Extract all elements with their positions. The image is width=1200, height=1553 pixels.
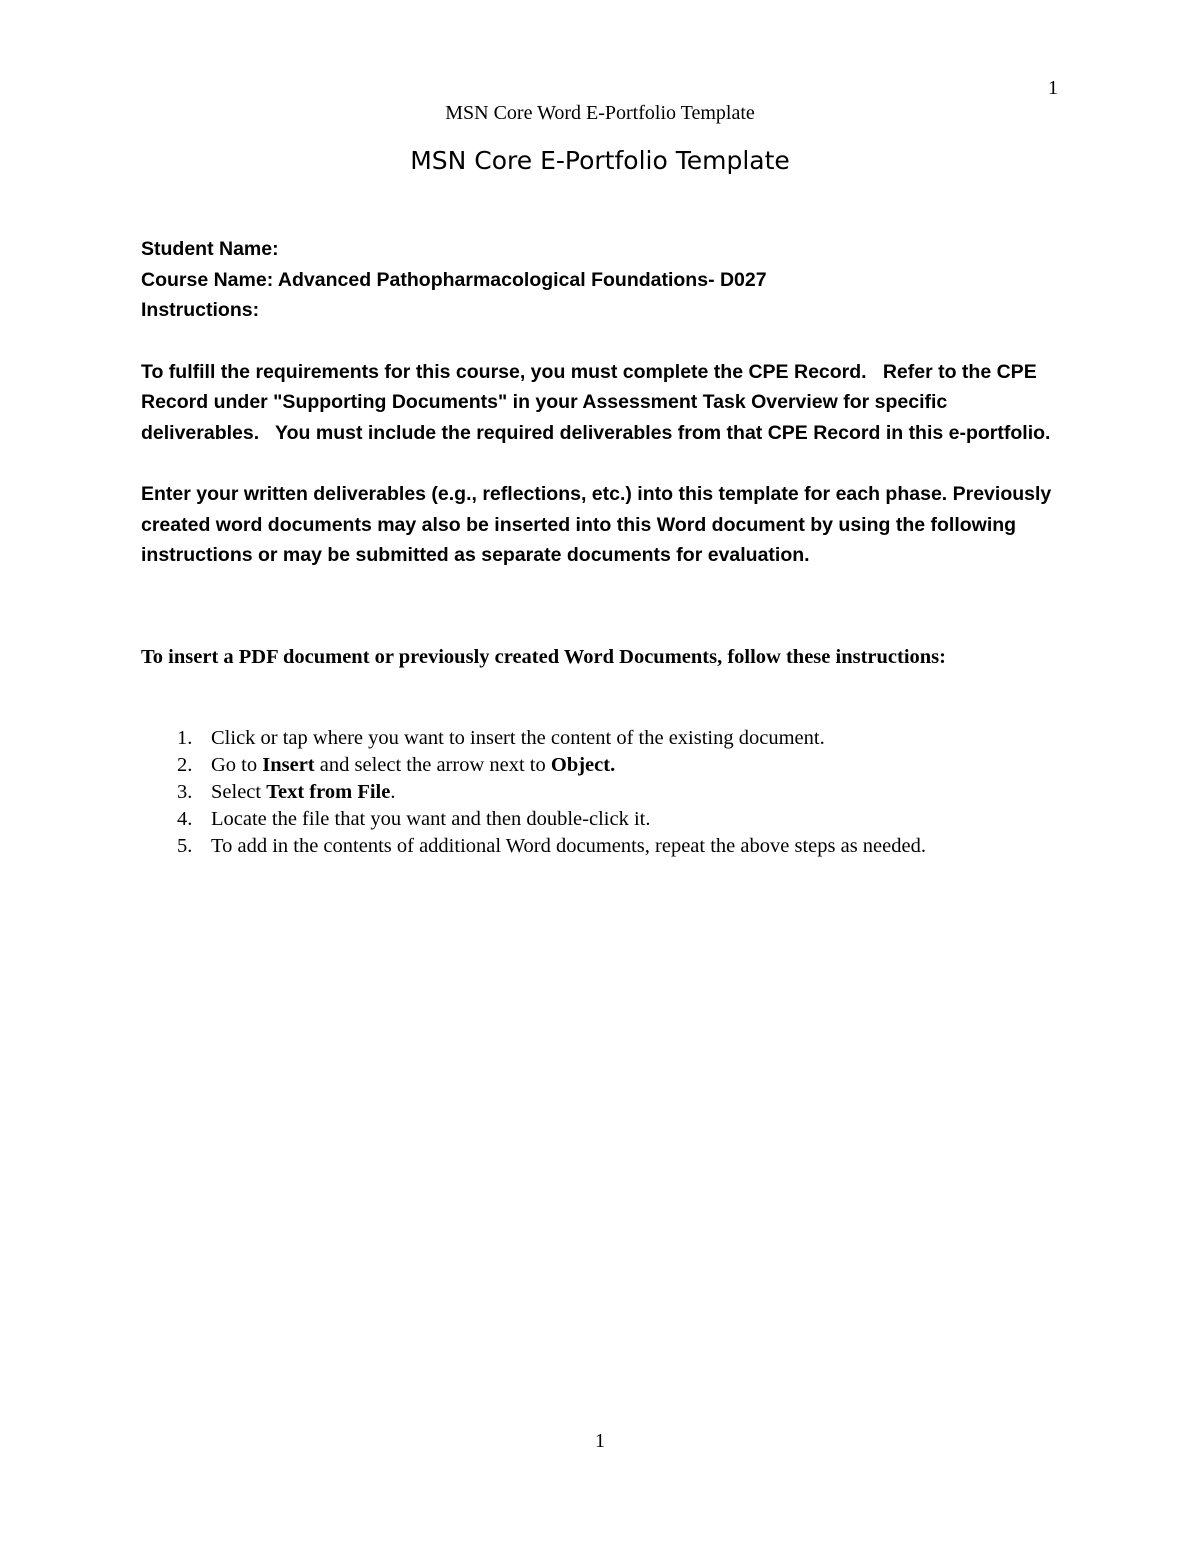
list-item-text: and select the arrow next to — [314, 754, 551, 776]
instructions-label: Instructions: — [141, 299, 260, 321]
header-page-number: 1 — [1048, 77, 1058, 99]
document-title: MSN Core E-Portfolio Template — [410, 146, 790, 175]
list-item-text: To add in the contents of additional Word documents, repeat the above steps as needed. — [211, 835, 926, 857]
list-item — [141, 752, 926, 779]
insert-instructions-heading: To insert a PDF document or previously created Word Documents, follow these instructions: — [141, 646, 946, 668]
instructions-paragraph-deliverables: Enter your written deliverables (e.g., reflections, etc.) into this template for each phase. Previously created word documents may also be inserted into this Word document by using the following instructions or may be submitted as separate documents for evaluation. — [141, 483, 1052, 566]
footer-page-number: 1 — [595, 1430, 605, 1452]
list-item — [141, 833, 926, 860]
menu-name-object: Object. — [550, 754, 616, 776]
list-item-number: 3. — [177, 781, 193, 803]
student-name-label: Student Name: — [141, 238, 279, 260]
instructions-paragraph-cpe-record: To fulfill the requirements for this course, you must complete the CPE Record. Refer to the CPE Record under "Supporting Documents" in your Assessment Task Overview for specific deliverables. You must include the required deliverables from that CPE Record in this e-portfolio. — [141, 360, 1051, 444]
list-item-text: Go to — [211, 754, 263, 776]
list-item — [141, 779, 926, 806]
menu-name-insert: Insert — [262, 754, 315, 776]
course-name-label: Course Name: — [141, 268, 274, 291]
list-item-text: . — [390, 781, 396, 803]
insert-steps-list — [141, 725, 926, 860]
document-body — [141, 234, 1061, 857]
list-item-number: 5. — [177, 835, 193, 857]
list-item — [141, 725, 926, 752]
list-item-text: Select — [211, 781, 267, 803]
running-header: MSN Core Word E-Portfolio Template — [445, 102, 755, 124]
menu-name-text-from-file: Text from File — [266, 781, 391, 803]
list-item — [141, 806, 926, 833]
course-name-value: Advanced Pathopharmacological Foundations- D027 — [277, 268, 767, 291]
course-name-line — [141, 265, 1061, 296]
list-item-number: 1. — [177, 727, 193, 749]
student-name-line — [141, 234, 1061, 265]
list-item-number: 2. — [177, 754, 193, 776]
list-item-text: Click or tap where you want to insert the content of the existing document. — [211, 727, 825, 749]
list-item-text: Locate the file that you want and then double-click it. — [211, 808, 651, 830]
list-item-number: 4. — [177, 808, 193, 830]
